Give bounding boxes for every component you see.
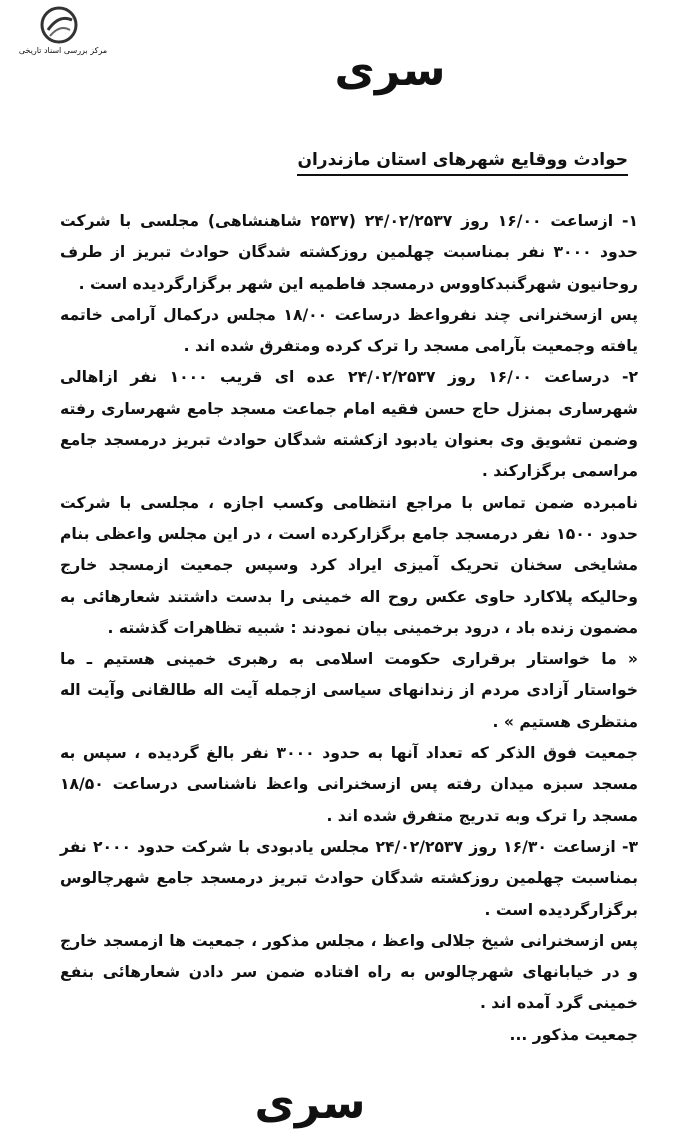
paragraph-5: « ما خواستار برقراری حکومت اسلامی به رهبری خمینی هستیم ـ ما خواستار آزادی مردم از زندانهای سیاسی ازجمله آیت اله طالقانی وآیت اله منتظری هستیم » . [60, 650, 638, 731]
document-title: حوادث ووقایع شهرهای استان مازندران [297, 150, 628, 176]
classification-stamp-bottom: سری [254, 1078, 366, 1129]
paragraph-1: ۱- ازساعت ۱۶/۰۰ روز ۲۴/۰۲/۲۵۳۷ (۲۵۳۷ شاهنشاهی) مجلسی با شرکت حدود ۳۰۰۰ نفر بمناسبت چهلمین روزکشته شدگان حوادث تبریز از طرف روحانیون شهرگنبدکاووس درمسجد فاطمیه این شهر برگزارگردیده است . [60, 212, 638, 293]
paragraph-9: جمعیت مذکور ... [509, 1025, 638, 1044]
classification-stamp-top: سری [334, 45, 446, 96]
paragraph-6: جمعیت فوق الذکر که تعداد آنها به حدود ۳۰۰۰ نفر بالغ گردیده ، سپس به مسجد سبزه میدان رفته پس ازسخنرانی واعظ ناشناسی درساعت ۱۸/۵۰ مسجد را ترک وبه تدریج متفرق شده اند . [60, 744, 638, 825]
paragraph-3: ۲- درساعت ۱۶/۰۰ روز ۲۴/۰۲/۲۵۳۷ عده ای قریب ۱۰۰۰ نفر ازاهالی شهرساری بمنزل حاج حسن فقیه امام جماعت مسجد جامع شهرساری رفته وضمن تشویق وی بعنوان یادبود ازکشته شدگان حوادث تبریز درمسجد جامع مراسمی برگزارکند . [60, 368, 638, 481]
paragraph-8: پس ازسخنرانی شیخ جلالی واعظ ، مجلس مذکور ، جمعیت ها ازمسجد خارج و در خیابانهای شهرچالوس به راه افتاده ضمن سر دادن شعارهائی بنفع خمینی گرد آمده اند . [60, 931, 638, 1013]
paragraph-7: ۳- ازساعت ۱۶/۳۰ روز ۲۴/۰۲/۲۵۳۷ مجلس یادبودی با شرکت حدود ۲۰۰۰ نفر بمناسبت چهلمین روزکشته شدگان حوادث تبریز درمسجد جامع شهرچالوس برگزارگردیده است . [60, 837, 638, 919]
document-body [60, 206, 638, 1051]
archive-emblem-icon [38, 6, 80, 44]
paragraph-4: نامبرده ضمن تماس با مراجع انتظامی وکسب اجازه ، مجلسی با شرکت حدود ۱۵۰۰ نفر درمسجد جامع برگزارکرده است ، در این مجلس واعظی بنام مشایخی سخنان تحریک آمیزی ایراد کرد وسپس جمعیت ازمسجد خارج وحالیکه پلاکارد حاوی عکس روح اله خمینی را بدست داشتند شعارهائی به مضمون زنده باد ، درود برخمینی بیان نمودند : شبیه تظاهرات گذشته . [60, 493, 638, 637]
archive-logo-text: مرکز بررسی اسناد تاریخی [18, 46, 108, 55]
paragraph-2: پس ازسخنرانی چند نفرواعظ درساعت ۱۸/۰۰ مجلس درکمال آرامی خاتمه یافته وجمعیت بآرامی مسجد را ترک کرده ومتفرق شده اند . [60, 305, 638, 356]
